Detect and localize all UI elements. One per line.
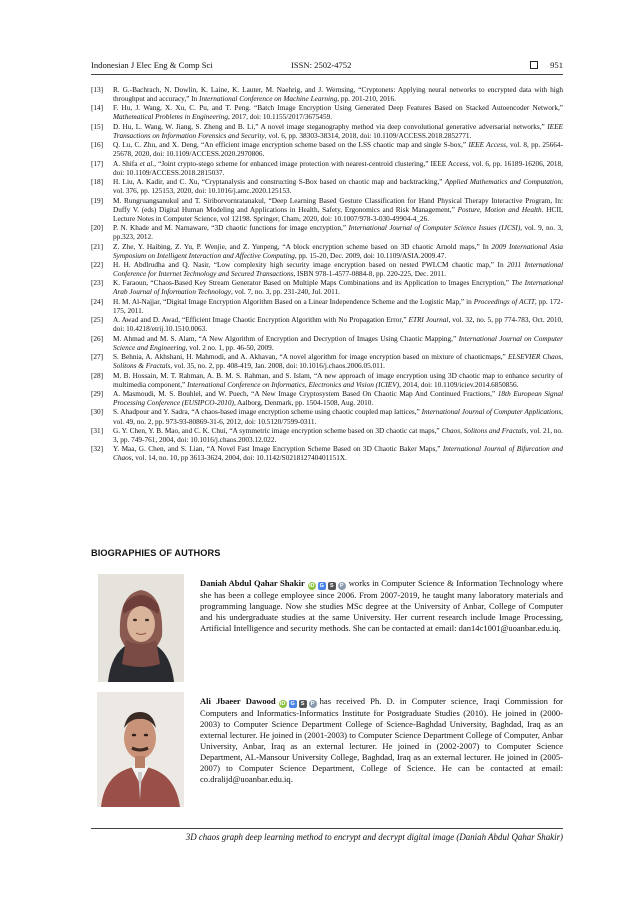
reference-details: , ISBN 978-1-4577-0884-8, pp. 220-225, Dec. 2011. [293, 270, 447, 279]
reference-text: F. Hu, J. Wang, X. Xu, C. Pu, and T. Peng. “Batch Image Encryption Using Generated Deep Features Based on Stacked Autoencoder Network,” [113, 104, 563, 113]
reference-number: [16] [91, 141, 104, 150]
reference-details: , vol. 6, pp. 38303-38314, 2018, doi: 10.1109/ACCESS.2018.2852771. [264, 131, 472, 140]
biography-text: has received Ph. D. in Computer science, Iraqi Commission for Computers and Informatics-Informatics Institute for Postgraduate Studies (2010). He joined in (2000-2003) to Computer Science Department College of Science-Baghdad University, Baghdad, Iraq as an external lecturer. He joined in (2001-2003) to Computer Science Department College of Computer, Anbar University, Anbar, Iraq as an external lecturer. He joined in (2002-2007) to Computer Science Department, AL-Mansour University College, Baghdad, Iraq as an external lecturer. He joined in (2005-2007) to Computer Science Department, College of Science. He can be contacted at email: co.dralijd@uoanbar.edu.iq. [200, 696, 563, 785]
reference-item [91, 408, 563, 426]
publons-icon[interactable]: P [338, 582, 346, 590]
reference-item [91, 335, 563, 353]
orcid-icon[interactable]: iD [309, 583, 315, 589]
reference-venue: The International Arab Journal of Information Technology [113, 279, 563, 297]
reference-venue: 2009 International Asia Symposium on Intelligent Interaction and Affective Computing [113, 242, 563, 260]
reference-number: [25] [91, 316, 104, 325]
reference-item [91, 279, 563, 297]
reference-details: , vol. 49, no. 2, pp. 973-93-80869-31-6, 2012, doi: 10.5120/7599-0311. [113, 408, 563, 426]
reference-text: D. Hu, L. Wang, W. Jiang, S. Zheng and B. Li,” A novel image steganography method via deep convolutional generative adversarial networks,” [113, 122, 548, 131]
reference-details: , Aalborg, Denmark, pp. 1504-1508, Aug. 2010. [233, 399, 374, 408]
reference-venue: Mathematical Problems in Engineering [113, 113, 228, 122]
reference-details: , vol. 9, no. 3, pp.323, 2012. [113, 224, 564, 242]
reference-number: [32] [91, 445, 104, 454]
reference-number: [31] [91, 426, 104, 435]
reference-details: , pp. 15-20, Dec. 2009, doi: 10.1109/ASIA.2009.47. [294, 251, 447, 260]
reference-number: [20] [91, 224, 104, 233]
scopus-icon[interactable]: S [328, 582, 336, 590]
reference-number: [29] [91, 390, 104, 399]
reference-item [91, 178, 563, 196]
reference-number: [26] [91, 334, 104, 343]
reference-number: [15] [91, 122, 104, 131]
reference-text: A. Shifa [113, 159, 140, 168]
reference-number: [24] [91, 297, 104, 306]
reference-item [91, 141, 563, 159]
reference-number: [17] [91, 159, 104, 168]
biography-ali [200, 696, 563, 785]
reference-venue: Chaos, Solitons and Fractals [441, 426, 527, 435]
reference-venue: ELSEVIER Chaos, Solitons & Fractals [113, 353, 563, 371]
reference-number: [22] [91, 260, 104, 269]
reference-item [91, 243, 563, 261]
reference-number: [28] [91, 371, 104, 380]
reference-item [91, 261, 563, 279]
reference-list [91, 86, 563, 464]
reference-venue: International Journal of Bifurcation and Chaos [113, 445, 563, 463]
running-footer: 3D chaos graph deep learning method to encrypt and decrypt digital image (Daniah Abdul Qahar Shakir) [91, 828, 563, 842]
reference-item [91, 224, 563, 242]
reference-venue: et al. [139, 159, 155, 168]
reference-item [91, 104, 563, 122]
reference-text: G. Y. Chen, Y. B. Mao, and C. K. Chui, “A symmetric image encryption scheme based on 3D chaotic cat maps,” [113, 426, 442, 435]
reference-venue: ETRI Journal [408, 316, 449, 325]
reference-text: M. Ahmad and M. S. Alam, “A New Algorithm of Encryption and Decryption of Images Using Chaotic Mapping,” [113, 334, 459, 343]
reference-details: , vol. 7, no. 3, pp. 231-240, Jul. 2011. [231, 288, 340, 297]
google-scholar-icon[interactable]: G [290, 701, 295, 707]
scopus-icon[interactable]: S [299, 700, 307, 708]
reference-text: K. Faraoun, “Chaos-Based Key Stream Generator Based on Multiple Maps Combinations and its Application to Images Encryption,” [113, 279, 512, 288]
reference-text: Q. Lu, C. Zhu, and X. Deng, “An efficient image encryption scheme based on the LSS chaotic map and single S-box,” [113, 141, 469, 150]
reference-venue: Applied Mathematics and Computation [444, 178, 562, 187]
reference-details: , pp. 172-175, 2011. [113, 297, 563, 315]
orcid-icon[interactable]: iD [279, 701, 286, 707]
reference-details: , vol. 21, no. 3, pp. 749-761, 2004, doi: 10.1016/j.chaos.2003.12.022. [113, 426, 563, 444]
section-heading-biographies: BIOGRAPHIES OF AUTHORS [91, 548, 221, 558]
reference-text: R. G.-Bachrach, N. Dowlin, K. Laine, K. Lauter, M. Naehrig, and J. Wernsing, “Cryptonets: Applying neural networks to encrypted data with high throughput and accuracy,” In [113, 86, 563, 104]
reference-text: P. N. Khade and M. Narnaware, “3D chaotic functions for image encryption,” [113, 224, 349, 233]
author-photo-ali [97, 692, 184, 807]
reference-venue: International Journal of Computer Applications [421, 408, 562, 417]
reference-text: H. H. Abdlrudha and Q. Nasir, “Low complexity high security image encryption based on nested PWLCM chaotic map,” In [113, 260, 508, 269]
author-photo-daniah [98, 574, 184, 682]
reference-details: , pp. 201-210, 2016. [337, 95, 396, 104]
reference-number: [23] [91, 279, 104, 288]
google-scholar-icon[interactable]: G [319, 583, 324, 589]
reference-venue: International Journal of Computer Science Issues (IJCSI) [348, 224, 521, 233]
reference-number: [18] [91, 178, 104, 187]
reference-details: , vol. 32, no. 5, pp 774-783, Oct. 2010, doi: 10.4218/etrij.10.1510.0063. [113, 316, 563, 334]
reference-number: [30] [91, 408, 104, 417]
reference-venue: 18th European Signal Processing Conference (EUSIPCO-2010) [113, 390, 563, 408]
reference-details: , vol. 2 no. 1, pp. 46-50, 2009. [185, 343, 274, 352]
reference-number: [27] [91, 353, 104, 362]
reference-details: , “Joint crypto-stego scheme for enhanced image protection with nearest-centroid clustering,” IEEE Access, vol. 6, pp. 16189-16206, 2018, doi: 10.1109/ACCESS.2018.2815037. [113, 159, 563, 177]
reference-details: , vol. 8, pp. 25664-25678, 2020, doi: 10.1109/ACCESS.2020.2970806. [113, 141, 563, 159]
reference-text: A. Masmoudi, M. S. Bouhlel, and W. Puech, “A New Image Cryptosystem Based On Chaotic Map And Continued Fractions,” [113, 390, 498, 399]
reference-number: [21] [91, 242, 104, 251]
profile-icons [279, 700, 317, 708]
reference-item [91, 298, 563, 316]
reference-venue: Proceedings of ACIT [473, 297, 535, 306]
reference-text: Z. Zhe, Y. Haibing, Z. Yu, P. Wenjie, and Z. Yunpeng, “A block encryption scheme based on 3D chaotic Arnold maps,” In [113, 242, 492, 251]
reference-text: M. Rungruangsanukul and T. Siriborvornratanakul, “Deep Learning Based Gesture Classification for Hand Physical Therapy Interactive Program, In: Duffy V. (eds) Digital Human Modeling and Applications in Health, Safety, Ergonomics and Risk Management,” [113, 196, 563, 214]
reference-number: [19] [91, 196, 104, 205]
reference-details: , vol. 376, pp. 125153, 2020, doi: 10.1016/j.amc.2020.125153. [113, 178, 563, 196]
biography-text: works in Computer Science & Information Technology where she has been a college employee since 2006. From 2007-2019, he taught many laboratory materials and programming language. Now she studies MSc degree at the University of Anbar, College of Computer and his undergraduate studies at the same University. Her current research include Image Processing, Artificial Intelligence and security methods. She can be contacted at email: dan14c1001@uoanbar.edu.iq. [200, 578, 563, 634]
reference-number: [13] [91, 86, 104, 94]
reference-item [91, 160, 563, 178]
reference-item [91, 445, 563, 463]
reference-venue: International Journal on Computer Science and Engineering [113, 334, 563, 352]
reference-text: A. Awad and D. Awad, “Efficient Image Chaotic Encryption Algorithm with No Propagation Error,” [113, 316, 409, 325]
reference-item [91, 353, 563, 371]
reference-number: [14] [91, 104, 104, 113]
author-name: Daniah Abdul Qahar Shakir [200, 578, 305, 588]
reference-text: S. Ahadpour and Y. Sadra, “A chaos-based image encryption scheme using chaotic coupled map lattices,” [113, 408, 422, 417]
reference-item [91, 372, 563, 390]
running-header [91, 58, 563, 75]
reference-item [91, 86, 563, 104]
reference-item [91, 390, 563, 408]
author-name: Ali Jbaeer Dawood [200, 696, 276, 706]
reference-item [91, 197, 563, 224]
reference-details: , vol. 14, no. 10, pp 3613-3624, 2004, doi: 10.1142/S021812740401151X. [131, 454, 347, 463]
publons-icon[interactable]: P [309, 700, 317, 708]
reference-details: , 2014, doi: 10.1109/iciev.2014.6850856. [399, 380, 519, 389]
page-number: 951 [550, 60, 563, 70]
reference-venue: 2011 International Conference for Internet Technology and Secured Transactions [113, 260, 563, 279]
reference-item [91, 427, 563, 445]
reference-venue: IEEE Access [468, 141, 506, 150]
reference-item [91, 316, 563, 334]
reference-venue: Posture, Motion and Health [457, 205, 542, 214]
journal-name: Indonesian J Elec Eng & Comp Sci [91, 60, 213, 70]
reference-item [91, 123, 563, 141]
checkbox-square-icon [530, 61, 538, 69]
profile-icons [308, 582, 346, 590]
biography-daniah [200, 578, 563, 634]
reference-details: . HCII, Lecture Notes in Computer Science, vol 12198. Springer, Cham, 2020, doi: 10.1007/978-3-030-49904-4_26. [113, 205, 563, 223]
reference-text: S. Behnia, A. Akhshani, H. Mahmodi, and A. Akhavan, “A novel algorithm for image encryption based on mixture of chaoticmaps,” [113, 353, 509, 362]
reference-text: H. Liu, A. Kadir, and C. Xu, “Cryptanalysis and constructing S-Box based on chaotic map and backtracking,” [113, 178, 445, 187]
reference-venue: International Conference on Machine Learning [199, 95, 338, 104]
reference-details: , 2017, doi: 10.1155/2017/3675459. [227, 113, 333, 122]
reference-venue: International Conference on Informatics, Electronics and Vision (ICIEV) [187, 380, 400, 389]
reference-text: H. M. Al-Najjar, “Digital Image Encryption Algorithm Based on a Linear Independence Scheme and the Logistic Map,” in [113, 297, 474, 306]
reference-details: , vol. 35, no. 2, pp. 408-419, Jan. 2008, doi: 10.1016/j.chaos.2006.05.011. [170, 362, 385, 371]
issn: ISSN: 2502-4752 [291, 60, 352, 70]
reference-venue: IEEE Transactions on Information Forensics and Security [113, 122, 563, 140]
reference-text: Y. Maa, G. Chen, and S. Lian, “A Novel Fast Image Encryption Scheme Based on 3D Chaotic Baker Maps,” [113, 445, 443, 454]
reference-text: M. B. Hossain, M. T. Rahman, A. B. M. S. Rahman, and S. Islam, “A new approach of image encryption using 3D chaotic map to enhance security of multimedia component,” [113, 371, 563, 389]
page-number-group [530, 60, 563, 70]
